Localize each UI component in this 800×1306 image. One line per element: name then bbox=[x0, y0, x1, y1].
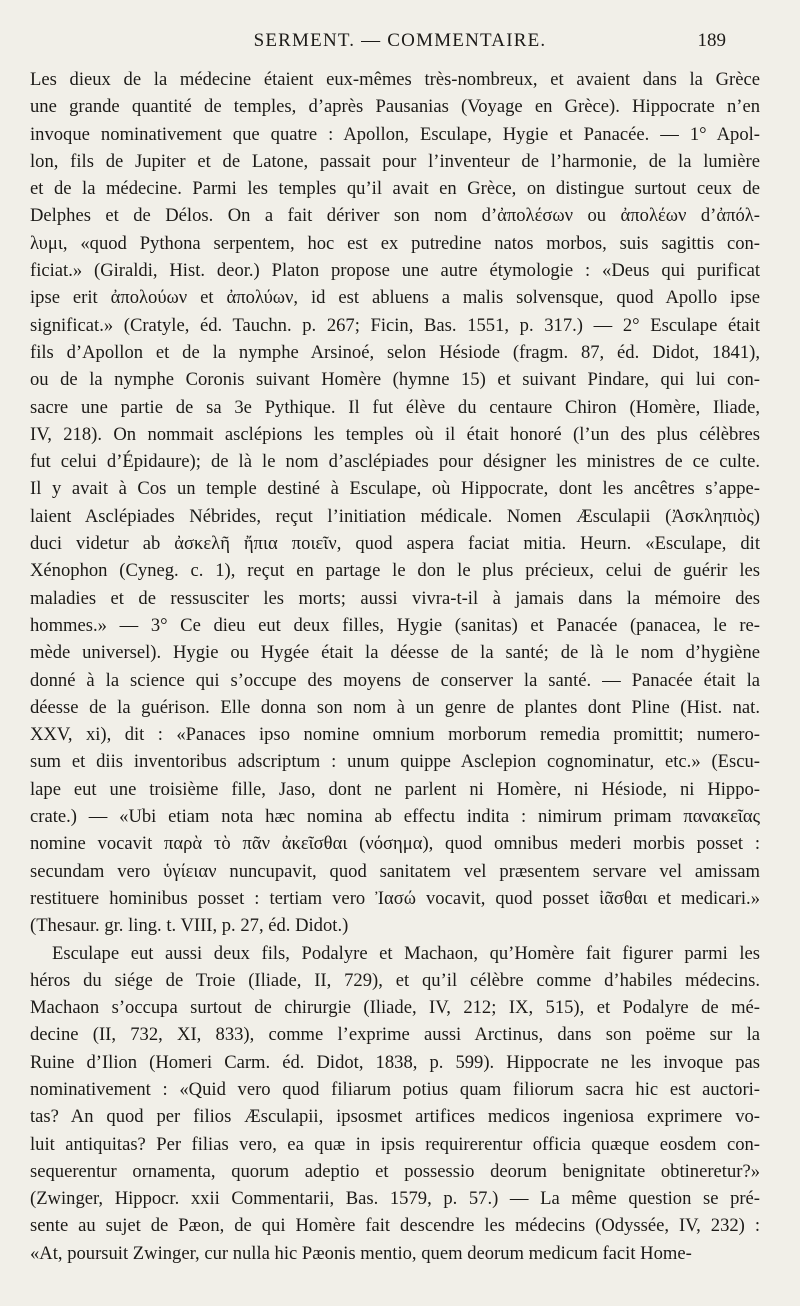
text-line: invoque nominativement que quatre : Apollon, Esculape, Hygie et Panacée. — 1° Apol- bbox=[30, 123, 760, 145]
text-line: duci videtur ab ἀσκελῆ ἤπια ποιεῖν, quod aspera faciat mitia. Heurn. «Esculape, dit bbox=[30, 533, 760, 555]
text-line: Ruine d’Ilion (Homeri Carm. éd. Didot, 1838, p. 599). Hippocrate ne les invoque pas bbox=[30, 1051, 760, 1073]
text-line: et de la médecine. Parmi les temples qu’il avait en Grèce, on distingue surtout ceux de bbox=[30, 178, 760, 200]
text-line: lon, fils de Jupiter et de Latone, passait pour l’inventeur de l’harmonie, de la lumière bbox=[30, 150, 760, 172]
running-title: SERMENT. — COMMENTAIRE. bbox=[253, 30, 547, 51]
text-line: Il y avait à Cos un temple destiné à Esculape, où Hippocrate, dont les ancêtres s’appe- bbox=[30, 478, 760, 500]
text-line: donné à la science qui s’occupe des moyens de conserver la santé. — Panacée était la bbox=[30, 669, 760, 691]
text-line: sacre une partie de sa 3e Pythique. Il fut élève du centaure Chiron (Homère, Iliade, bbox=[30, 396, 760, 418]
body-text bbox=[30, 66, 760, 1267]
text-line: Xénophon (Cyneg. c. 1), reçut en partage le don le plus précieux, celui de guérir les bbox=[30, 560, 760, 582]
text-line: sum et diis inventoribus adscriptum : unum quippe Asclepion cognominatur, etc.» (Escu- bbox=[30, 751, 760, 773]
text-line: restituere hominibus posset : tertiam vero Ἰασώ vocavit, quod posset ἰᾶσθαι et medicari.» bbox=[30, 887, 760, 909]
text-line: decine (II, 732, XI, 833), comme l’exprime aussi Arctinus, dans son poëme sur la bbox=[30, 1024, 760, 1046]
page-number: 189 bbox=[697, 30, 726, 51]
text-line: λυμι, «quod Pythona serpentem, hoc est ex putredine natos morbos, suis sagittis con- bbox=[30, 232, 760, 254]
text-line: sequerentur ornamenta, quorum adeptio et possessio deorum benignitate obtineretur?» bbox=[30, 1160, 760, 1182]
text-line: maladies et de ressusciter les morts; aussi vivra-t-il à jamais dans la mémoire des bbox=[30, 587, 760, 609]
text-line: une grande quantité de temples, d’après Pausanias (Voyage en Grèce). Hippocrate n’en bbox=[30, 96, 760, 118]
text-line: Esculape eut aussi deux fils, Podalyre et Machaon, qu’Homère fait figurer parmi les bbox=[52, 942, 760, 964]
text-line: (Zwinger, Hippocr. xxii Commentarii, Bas. 1579, p. 57.) — La même question se pré- bbox=[30, 1188, 760, 1210]
text-line: fils d’Apollon et de la nymphe Arsinoé, selon Hésiode (fragm. 87, éd. Didot, 1841), bbox=[30, 341, 760, 363]
text-line: lape eut une troisième fille, Jaso, dont ne parlent ni Homère, ni Hésiode, ni Hippo- bbox=[30, 778, 760, 800]
text-line: «At, poursuit Zwinger, cur nulla hic Pæonis mentio, quem deorum medicum facit Home- bbox=[30, 1242, 692, 1264]
text-line: IV, 218). On nommait asclépions les temples où il était honoré (l’un des plus célèbres bbox=[30, 423, 760, 445]
text-line: héros du siége de Troie (Iliade, II, 729), et qu’il célèbre comme d’habiles médecins. bbox=[30, 969, 760, 991]
text-line: ficiat.» (Giraldi, Hist. deor.) Platon propose une autre étymologie : «Deus qui purificat bbox=[30, 260, 760, 282]
text-line: tas? An quod per filios Æsculapii, ipsosmet artifices medicos ingeniosa exprimere vo- bbox=[30, 1106, 760, 1128]
text-line: fut celui d’Épidaure); de là le nom d’asclépiades pour désigner les ministres de ce culte. bbox=[30, 451, 760, 473]
text-line: mède universel). Hygie ou Hygée était la déesse de la santé; de là le nom d’hygiène bbox=[30, 642, 760, 664]
text-line: laient Asclépiades Nébrides, reçut l’initiation médicale. Nomen Æsculapii (Ἀσκληπιὸς) bbox=[30, 505, 760, 527]
paragraph bbox=[30, 66, 760, 940]
paragraph bbox=[30, 940, 760, 1268]
text-line: luit antiquitas? Per filias vero, ea quæ in ipsis requirerentur officia quæque eosdem con- bbox=[30, 1133, 760, 1155]
text-line: sente au sujet de Pæon, de qui Homère fait descendre les médecins (Odyssée, IV, 232) : bbox=[30, 1215, 760, 1237]
text-line: hommes.» — 3° Ce dieu eut deux filles, Hygie (sanitas) et Panacée (panacea, le re- bbox=[30, 614, 760, 636]
text-line: Machaon s’occupa surtout de chirurgie (Iliade, IV, 212; IX, 515), et Podalyre de mé- bbox=[30, 997, 760, 1019]
text-line: significat.» (Cratyle, éd. Tauchn. p. 267; Ficin, Bas. 1551, p. 317.) — 2° Esculape était bbox=[30, 314, 760, 336]
text-line: nominativement : «Quid vero quod filiarum potius quam filiorum sacra hic est auctori- bbox=[30, 1078, 760, 1100]
text-line: nomine vocavit παρὰ τὸ πᾶν ἀκεῖσθαι (νόσημα), quod omnibus mederi morbis posset : bbox=[30, 833, 760, 855]
text-line: ipse erit ἀπολούων et ἀπολύων, id est abluens a malis solvensque, quod Apollo ipse bbox=[30, 287, 760, 309]
page-header bbox=[0, 30, 800, 64]
text-line: déesse de la guérison. Elle donna son nom à un genre de plantes dont Pline (Hist. nat. bbox=[30, 696, 760, 718]
text-line: (Thesaur. gr. ling. t. VIII, p. 27, éd. Didot.) bbox=[30, 915, 349, 937]
text-line: Delphes et de Délos. On a fait dériver son nom d’ἀπολέσων ou ἀπολέων d’ἀπόλ- bbox=[30, 205, 760, 227]
text-line: crate.) — «Ubi etiam nota hæc nomina ab effectu indita : nimirum primam πανακεῖας bbox=[30, 806, 760, 828]
text-line: secundam vero ὑγίειαν nuncupavit, quod sanitatem vel præsentem servare vel amissam bbox=[30, 860, 760, 882]
text-line: ou de la nymphe Coronis suivant Homère (hymne 15) et suivant Pindare, qui lui con- bbox=[30, 369, 760, 391]
text-line: XXV, xi), dit : «Panaces ipso nomine omnium morborum remedia promittit; numero- bbox=[30, 724, 760, 746]
text-line: Les dieux de la médecine étaient eux-mêmes très-nombreux, et avaient dans la Grèce bbox=[30, 69, 760, 90]
